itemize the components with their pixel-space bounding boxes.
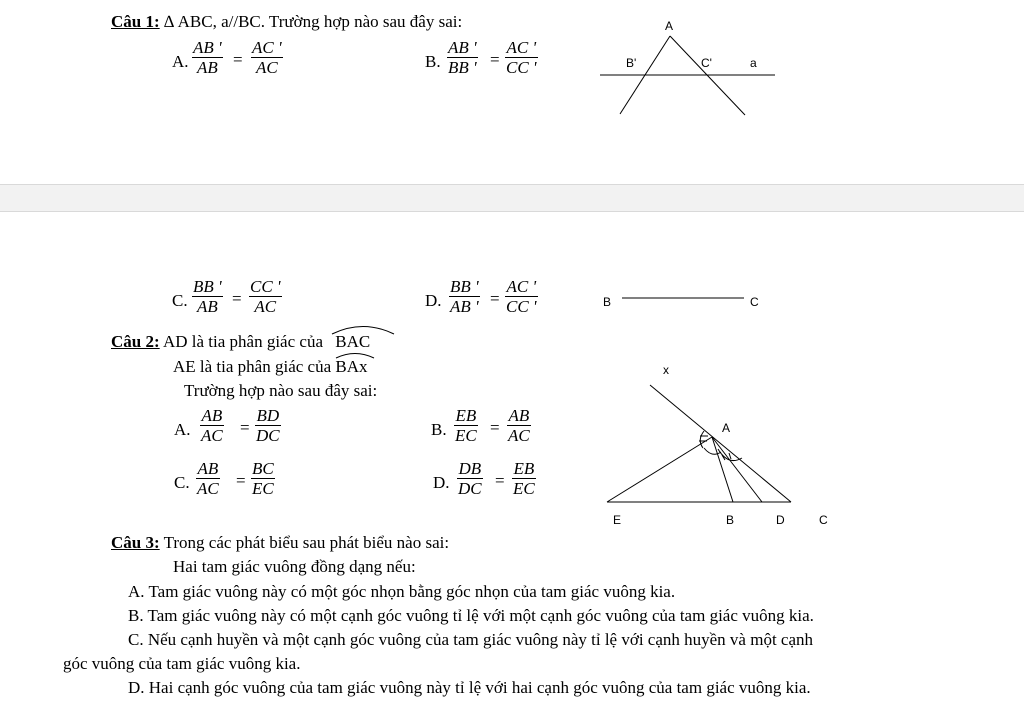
equals-sign: = <box>232 289 242 308</box>
q2-b-fraction-right: $\frac{AB}{AC}$ <box>508 406 530 445</box>
q1-option-c-letter: C. <box>172 291 188 310</box>
q3-option-d[interactable]: D. Hai cạnh góc vuông của tam giác vuông này tỉ lệ với hai cạnh góc vuông của tam giác vuông kia. <box>128 678 811 697</box>
label-d: D <box>776 513 785 527</box>
question-3-label: Câu 3: <box>111 533 160 552</box>
angle-bac: BAC <box>335 332 370 352</box>
q1-a-fraction-right: $\frac{AC '}{AC}$ <box>252 38 282 77</box>
q1-d-fraction-left: $\frac{BB '}{AB '}$ <box>450 277 479 316</box>
equals-sign: = <box>233 50 243 69</box>
label-line-a: a <box>750 56 757 70</box>
q1-option-d-letter: D. <box>425 291 442 310</box>
question-3-line <box>111 533 449 553</box>
label-b: B <box>603 295 612 309</box>
q2-c-fraction-left: $\frac{AB}{AC}$ <box>197 459 219 498</box>
label-a-vertex: A <box>665 19 674 33</box>
question-2-line2: AE là tia phân giác của BAx <box>173 357 368 377</box>
question-2-line1: AD là tia phân giác của <box>162 332 323 351</box>
label-b: B <box>726 513 735 527</box>
q1-d-fraction-right: $\frac{AC '}{CC '}$ <box>506 277 537 316</box>
q1-c-fraction-left: $\frac{BB '}{AB}$ <box>193 277 222 316</box>
q1-a-fraction-left: $\frac{AB '}{AB}$ <box>193 38 222 77</box>
segment-ab <box>712 437 733 502</box>
q1-option-a-letter: A. <box>172 52 189 71</box>
question-2-line3: Trường hợp nào sau đây sai: <box>184 381 378 400</box>
q3-option-b[interactable]: B. Tam giác vuông này có một cạnh góc vuông tỉ lệ với một cạnh góc vuông của tam giác vuông kia. <box>128 606 814 625</box>
label-c: C <box>819 513 828 527</box>
label-b-prime: B' <box>626 56 637 70</box>
q3-option-c-cont: góc vuông của tam giác vuông kia. <box>63 654 301 673</box>
label-a: A <box>722 421 731 435</box>
q2-option-c-letter: C. <box>174 473 190 492</box>
q1-b-fraction-left: $\frac{AB '}{BB '}$ <box>448 38 477 77</box>
question-1-label: Câu 1: <box>111 12 160 31</box>
angle-mark <box>700 431 704 448</box>
question-1-text: ∆ ABC, a//BC. Trường hợp nào sau đây sai: <box>163 12 463 31</box>
q2-option-b-letter: B. <box>431 420 447 439</box>
question-3-sub: Hai tam giác vuông đồng dạng nếu: <box>173 557 416 576</box>
label-x: x <box>663 363 669 377</box>
label-c-prime: C' <box>701 56 712 70</box>
q3-option-a[interactable]: A. Tam giác vuông này có một góc nhọn bằng góc nhọn của tam giác vuông kia. <box>128 582 676 601</box>
q2-b-fraction-left: $\frac{EB}{EC}$ <box>455 406 477 445</box>
label-e: E <box>613 513 622 527</box>
label-c: C <box>750 295 759 309</box>
equals-sign: = <box>490 289 500 308</box>
q1-option-b-letter: B. <box>425 52 441 71</box>
angle-bax: BAx <box>335 357 367 377</box>
segment-ad <box>712 437 762 502</box>
q2-d-fraction-left: $\frac{DB}{DC}$ <box>458 459 482 498</box>
q2-a-fraction-left: $\frac{AB}{AC}$ <box>201 406 223 445</box>
question-2-label: Câu 2: <box>111 332 160 351</box>
q2-c-fraction-right: $\frac{BC}{EC}$ <box>252 459 274 498</box>
q2-option-d-letter: D. <box>433 473 450 492</box>
equals-sign: = <box>490 50 500 69</box>
q2-d-fraction-right: $\frac{EB}{EC}$ <box>513 459 535 498</box>
equals-sign: = <box>490 418 500 437</box>
q1-b-fraction-right: $\frac{AC '}{CC '}$ <box>506 38 537 77</box>
equals-sign: = <box>236 471 246 490</box>
equals-sign: = <box>495 471 505 490</box>
q2-a-fraction-right: $\frac{BD}{DC}$ <box>256 406 280 445</box>
q3-option-c[interactable]: C. Nếu cạnh huyền và một cạnh góc vuông của tam giác vuông này tỉ lệ với cạnh huyền và một cạnh <box>128 630 814 649</box>
equals-sign: = <box>240 418 250 437</box>
q1-c-fraction-right: $\frac{CC '}{AC}$ <box>250 277 281 316</box>
ray-xa <box>650 385 791 502</box>
question-3-text: Trong các phát biểu sau phát biểu nào sai: <box>163 533 450 552</box>
q2-option-a-letter: A. <box>174 420 191 439</box>
segment-ae <box>607 437 712 502</box>
